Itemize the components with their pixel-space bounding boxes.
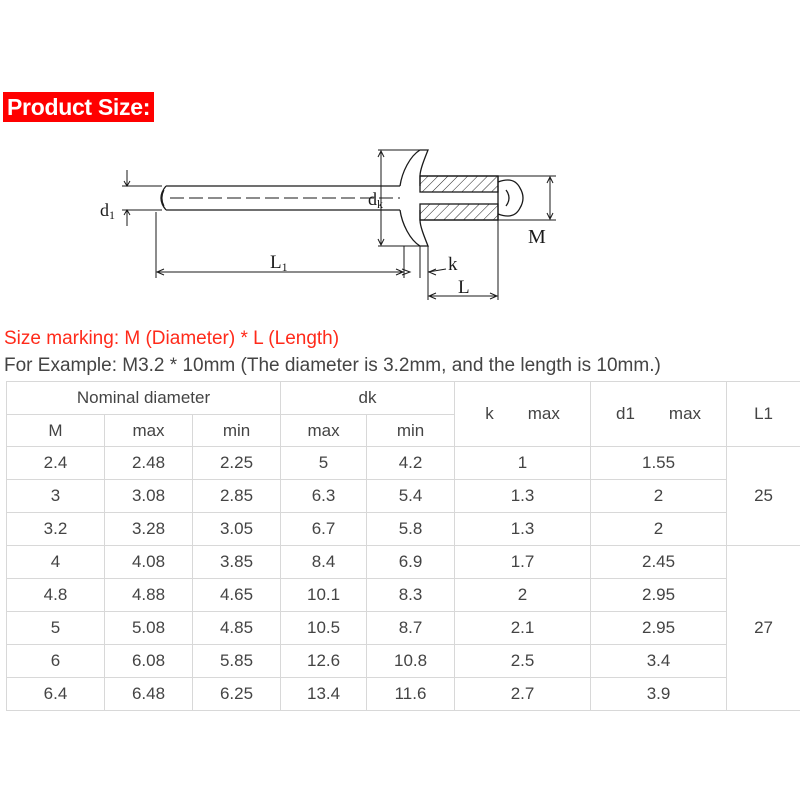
cell-min: 2.85 <box>193 480 281 513</box>
cell-min: 3.05 <box>193 513 281 546</box>
label-M: M <box>528 226 546 248</box>
table-row <box>7 645 800 678</box>
cell-dk-min: 5.4 <box>367 480 455 513</box>
rivet-head-shape <box>400 150 428 246</box>
header-nominal-diameter: Nominal diameter <box>7 382 281 415</box>
table-row <box>7 678 800 711</box>
header-k-max: k max <box>455 382 591 447</box>
cell-dk-max: 10.1 <box>281 579 367 612</box>
spec-table <box>6 381 800 711</box>
label-dk: dk <box>368 189 383 211</box>
subheader-dk-max: max <box>281 415 367 447</box>
cell-min: 4.65 <box>193 579 281 612</box>
cell-dk-max: 8.4 <box>281 546 367 579</box>
header-d1-max: d1 max <box>591 382 727 447</box>
example-text: For Example: M3.2 * 10mm (The diameter is 3.2mm, and the length is 10mm.) <box>4 355 661 376</box>
cell-d1: 1.55 <box>591 447 727 480</box>
table-row <box>7 546 800 579</box>
cell-max: 6.48 <box>105 678 193 711</box>
label-k: k <box>448 254 458 275</box>
cell-dk-min: 6.9 <box>367 546 455 579</box>
cell-k: 2.5 <box>455 645 591 678</box>
cell-max: 3.28 <box>105 513 193 546</box>
cell-dk-max: 5 <box>281 447 367 480</box>
label-d1: d1 <box>100 200 115 222</box>
label-L: L <box>458 277 470 298</box>
cell-max: 6.08 <box>105 645 193 678</box>
rivet-dimension-diagram <box>0 140 800 310</box>
cell-min: 4.85 <box>193 612 281 645</box>
cell-max: 4.88 <box>105 579 193 612</box>
cell-L1-group-1: 25 <box>727 447 800 546</box>
cell-dk-max: 13.4 <box>281 678 367 711</box>
cell-dk-min: 8.7 <box>367 612 455 645</box>
cell-d1: 2 <box>591 480 727 513</box>
cell-k: 2.1 <box>455 612 591 645</box>
cell-k: 1 <box>455 447 591 480</box>
subheader-max: max <box>105 415 193 447</box>
size-marking-text: Size marking: M (Diameter) * L (Length) <box>4 328 340 349</box>
label-L1: L1 <box>270 252 288 274</box>
cell-min: 6.25 <box>193 678 281 711</box>
cell-m: 4.8 <box>7 579 105 612</box>
cell-dk-max: 12.6 <box>281 645 367 678</box>
header-L1: L1 <box>727 382 800 447</box>
cell-d1: 2 <box>591 513 727 546</box>
cell-dk-min: 11.6 <box>367 678 455 711</box>
cell-d1: 3.9 <box>591 678 727 711</box>
cell-dk-max: 6.3 <box>281 480 367 513</box>
subheader-dk-min: min <box>367 415 455 447</box>
cell-max: 3.08 <box>105 480 193 513</box>
table-row <box>7 480 800 513</box>
cell-m: 3.2 <box>7 513 105 546</box>
cell-k: 2.7 <box>455 678 591 711</box>
cell-m: 6.4 <box>7 678 105 711</box>
table-row <box>7 447 800 480</box>
cell-k: 1.3 <box>455 480 591 513</box>
cell-k: 2 <box>455 579 591 612</box>
cell-max: 4.08 <box>105 546 193 579</box>
cell-d1: 2.95 <box>591 612 727 645</box>
cell-m: 3 <box>7 480 105 513</box>
cell-min: 2.25 <box>193 447 281 480</box>
cell-m: 4 <box>7 546 105 579</box>
cell-m: 2.4 <box>7 447 105 480</box>
cell-m: 5 <box>7 612 105 645</box>
cell-d1: 3.4 <box>591 645 727 678</box>
cell-max: 5.08 <box>105 612 193 645</box>
cell-dk-min: 4.2 <box>367 447 455 480</box>
cell-k: 1.3 <box>455 513 591 546</box>
product-size-heading: Product Size: <box>3 92 154 122</box>
cell-L1-group-2: 27 <box>727 546 800 711</box>
cell-dk-min: 5.8 <box>367 513 455 546</box>
cell-dk-min: 10.8 <box>367 645 455 678</box>
table-row <box>7 513 800 546</box>
subheader-min: min <box>193 415 281 447</box>
cell-min: 5.85 <box>193 645 281 678</box>
mandrel-shape <box>161 186 400 210</box>
dimension-lines <box>122 150 556 300</box>
cell-m: 6 <box>7 645 105 678</box>
cell-dk-max: 6.7 <box>281 513 367 546</box>
cell-k: 1.7 <box>455 546 591 579</box>
table-row <box>7 612 800 645</box>
rivet-body-shape <box>420 176 523 220</box>
table-row <box>7 579 800 612</box>
cell-d1: 2.95 <box>591 579 727 612</box>
cell-dk-min: 8.3 <box>367 579 455 612</box>
cell-min: 3.85 <box>193 546 281 579</box>
cell-dk-max: 10.5 <box>281 612 367 645</box>
cell-d1: 2.45 <box>591 546 727 579</box>
subheader-M: M <box>7 415 105 447</box>
header-dk: dk <box>281 382 455 415</box>
cell-max: 2.48 <box>105 447 193 480</box>
